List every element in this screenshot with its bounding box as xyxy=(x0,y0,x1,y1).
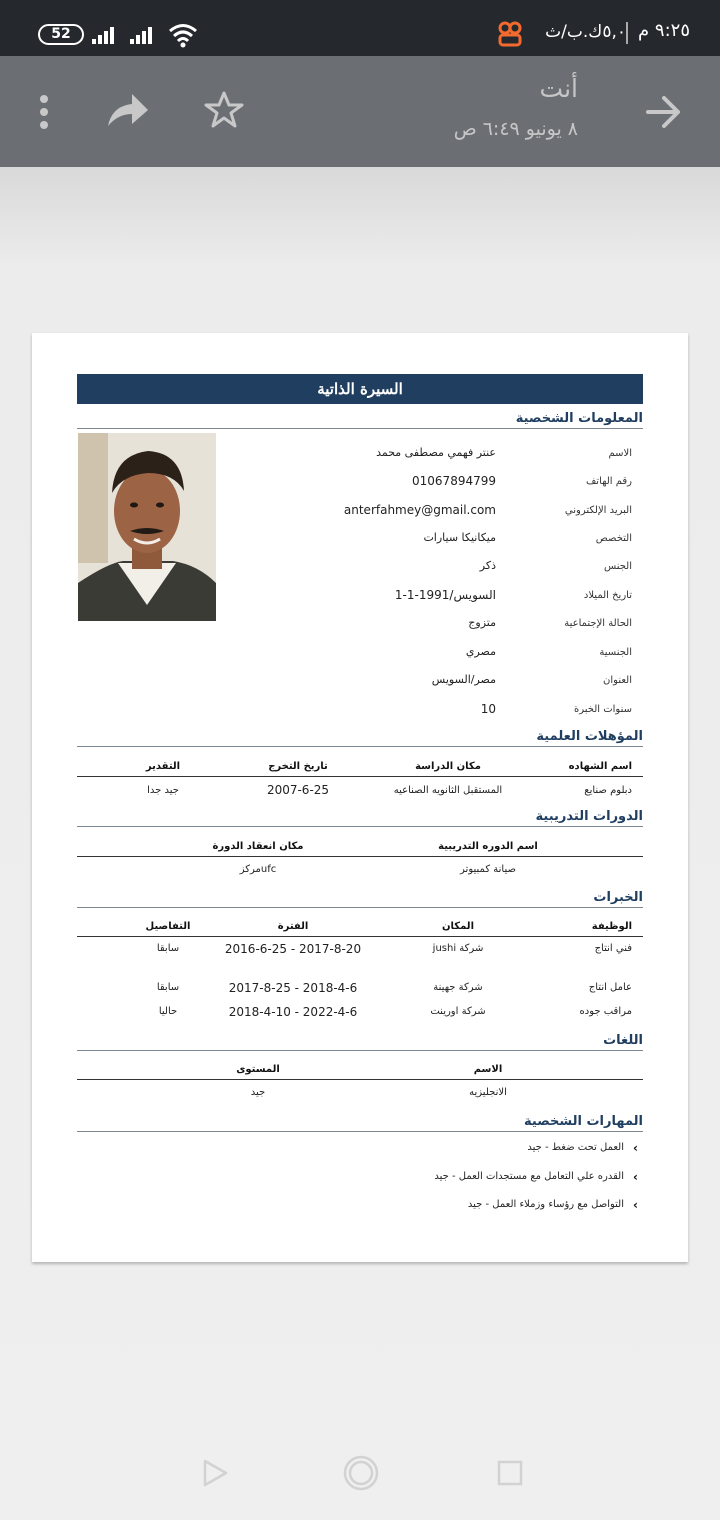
exp-cell-0-0: فني انتاج xyxy=(594,943,632,954)
section-skills: المهارات الشخصية xyxy=(77,1114,643,1132)
person-photo-illustration xyxy=(78,433,216,621)
skill-item-2: التواصل مع رؤساء وزملاء العمل - جيد xyxy=(467,1199,624,1210)
exp-cell-1-1: شركة جهينة xyxy=(433,982,483,993)
edu-header-grade: التقدير xyxy=(145,761,181,772)
forward-arrow-icon[interactable] xyxy=(644,94,684,130)
exp-cell-1-0: عامل انتاج xyxy=(588,982,632,993)
chevron-icon: ‹ xyxy=(633,1141,638,1155)
battery-indicator: 52 xyxy=(38,24,84,45)
message-date: ٨ يونيو ٦:٤٩ ص xyxy=(453,118,578,140)
personal-label-1: رقم الهاتف xyxy=(585,476,632,487)
personal-label-5: تاريخ الميلاد xyxy=(583,590,632,601)
personal-value-9: 10 xyxy=(480,702,496,716)
cv-document xyxy=(32,333,688,1262)
skill-item-1: القدره علي التعامل مع مستجدات العمل - جيد xyxy=(434,1171,624,1182)
section-personal-info: المعلومات الشخصية xyxy=(77,411,643,429)
nav-recents-icon[interactable] xyxy=(497,1460,523,1486)
exp-cell-2-3: حاليا xyxy=(158,1006,178,1017)
clock: ٩:٢٥ م xyxy=(638,20,690,41)
menu-dots-icon[interactable] xyxy=(30,94,58,130)
exp-cell-0-1: شركة jushi xyxy=(432,943,484,954)
course-cell-name: صيانة كمبيوتر xyxy=(460,864,516,875)
exp-cell-2-2: 2018-4-10 - 2022-4-6 xyxy=(228,1005,358,1019)
signal-icon xyxy=(92,25,122,45)
lang-cell-level: جيد xyxy=(250,1087,266,1098)
personal-label-0: الاسم xyxy=(608,448,632,459)
section-education: المؤهلات العلمية xyxy=(77,729,643,747)
personal-label-2: البريد الإلكتروني xyxy=(564,505,632,516)
personal-label-7: الجنسية xyxy=(599,647,632,658)
edu-header-place: مكان الدراسة xyxy=(415,761,481,772)
exp-cell-2-1: شركة اورينت xyxy=(430,1006,486,1017)
app-notification-icon xyxy=(498,21,522,47)
course-header-place: مكان انعقاد الدورة xyxy=(212,841,304,852)
personal-value-4: ذكر xyxy=(479,559,496,572)
personal-label-4: الجنس xyxy=(603,561,632,572)
profile-photo xyxy=(78,433,216,621)
edu-cell-place: المستقبل الثانويه الصناعيه xyxy=(393,785,503,796)
network-speed: ٥,٠ك.ب/ث xyxy=(545,22,626,42)
share-icon[interactable] xyxy=(104,92,150,130)
edu-cell-degree: دبلوم صنايع xyxy=(584,785,632,796)
personal-value-6: متزوج xyxy=(468,616,496,629)
personal-value-2: anterfahmey@gmail.com xyxy=(343,503,496,517)
personal-value-3: ميكانيكا سيارات xyxy=(423,531,496,544)
personal-value-5: السويس/1991-1-1 xyxy=(394,588,496,602)
section-experience: الخبرات xyxy=(77,890,643,908)
course-cell-place: ufcمركز xyxy=(239,864,277,875)
edu-header-degree: اسم الشهاده xyxy=(568,761,632,772)
exp-header-place: المكان xyxy=(442,921,474,932)
exp-header-period: الفترة xyxy=(277,921,309,932)
personal-label-9: سنوات الخبرة xyxy=(574,704,632,715)
personal-value-1: 01067894799 xyxy=(412,474,496,488)
lang-header-name: الاسم xyxy=(473,1064,503,1075)
section-courses: الدورات التدريبية xyxy=(77,809,643,827)
nav-back-icon[interactable] xyxy=(200,1458,230,1488)
lang-header-level: المستوى xyxy=(236,1064,280,1075)
chevron-icon: ‹ xyxy=(633,1198,638,1212)
exp-header-details: التفاصيل xyxy=(145,921,191,932)
table-divider xyxy=(77,776,643,777)
edu-header-date: تاريخ التخرج xyxy=(268,761,328,772)
status-bar xyxy=(0,0,720,56)
table-divider xyxy=(77,856,643,857)
table-divider xyxy=(77,936,643,937)
personal-label-8: العنوان xyxy=(603,675,632,686)
signal-icon-2 xyxy=(130,25,160,45)
edu-cell-grade: جيد جدا xyxy=(147,785,179,796)
star-icon[interactable] xyxy=(204,90,244,130)
exp-cell-1-3: سابقا xyxy=(156,982,180,993)
divider xyxy=(626,22,628,44)
personal-value-0: عنتر فهمي مصطفى محمد xyxy=(376,446,496,459)
cv-title: السيرة الذاتية xyxy=(77,374,643,404)
exp-header-job: الوظيفة xyxy=(591,921,632,932)
edu-cell-date: 2007-6-25 xyxy=(266,783,330,797)
table-divider xyxy=(77,1079,643,1080)
chevron-icon: ‹ xyxy=(633,1170,638,1184)
app-bar xyxy=(0,56,720,167)
exp-cell-2-0: مراقب جوده xyxy=(579,1006,632,1017)
course-header-name: اسم الدوره التدريبية xyxy=(438,841,538,852)
personal-label-6: الحالة الإجتماعية xyxy=(564,618,632,629)
exp-cell-1-2: 2017-8-25 - 2018-4-6 xyxy=(228,981,358,995)
nav-home-icon[interactable] xyxy=(342,1454,380,1492)
personal-value-8: مصر/السويس xyxy=(431,673,496,686)
exp-cell-0-2: 2016-6-25 - 2017-8-20 xyxy=(224,942,362,956)
exp-cell-0-3: سابقا xyxy=(156,943,180,954)
personal-value-7: مصري xyxy=(465,645,496,658)
sender-name: أنت xyxy=(539,74,578,103)
lang-cell-name: الانجليزيه xyxy=(469,1087,507,1098)
personal-label-3: التخصص xyxy=(595,533,632,544)
wifi-icon xyxy=(168,22,198,48)
section-languages: اللغات xyxy=(77,1033,643,1051)
skill-item-0: العمل تحت ضغط - جيد xyxy=(527,1142,624,1153)
